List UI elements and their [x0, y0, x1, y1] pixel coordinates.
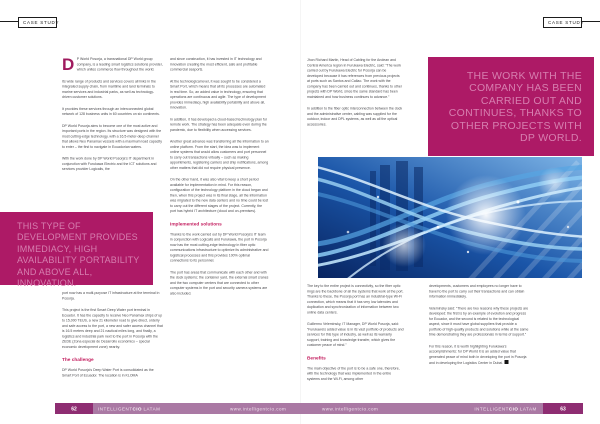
body-paragraph: Guillermo Veleminsky, IT Manager, DP World Posorja, said: “Furukawa's added value is in its vast portfolio of products and services for this type of industry, as well as its warranty support, training and knowledge transfer, which gives the customer peace of mind.” — [307, 322, 404, 347]
page-number: 63 — [560, 405, 566, 412]
body-paragraph: port now has a multi-purpose IT infrastructure at the terminal in Posorja. — [62, 291, 160, 301]
case-study-label: CASE STUDY — [548, 19, 585, 25]
case-study-tag-left — [18, 17, 60, 28]
body-paragraph: P World Posorja, a transnational DP World group company, is a leading smart logistics solutions provider, which unites commerce flow throughout the world. — [76, 57, 163, 72]
brand-suffix: LATAM — [520, 406, 537, 411]
pull-quote-left: THIS TYPE OF DEVELOPMENT PROVIDES IMMEDIACY, HIGH AVAILABILITY PORTABILITY AND ABOVE ALL, INNOVATION. — [0, 212, 153, 285]
body-paragraph: At the technological level, it was sought to be considered a Smart Port, which means that all its processes are automated in real time. So, an added value in technology, ensuring that operations are continuous and agile. The type of development provides immediacy, high availability portability and above all, innovation. — [170, 79, 266, 110]
end-of-article-icon — [505, 360, 509, 364]
body-paragraph: In addition to the fiber optic interconnection between the dock and the administrative center, cabling was supplied for the outdoor, indoor and DPL systems, as well as all the optical accessories. — [307, 107, 403, 127]
magazine-url: www.intelligentcio.com — [230, 406, 287, 411]
body-paragraph: Thanks to the work carried out by DP World Posorja's IT team in conjunction with Logicalis and Furukawa, the port in Posorja now has the most cutting-edge technology in fiber optic communications infrastructure to optimize its administrative and logistical processes and this provides 100% optimal connections to its personnel. — [170, 232, 269, 263]
page-seam — [300, 0, 301, 424]
magazine-url: www.intelligentcio.com — [322, 406, 379, 411]
footer-bar — [55, 403, 583, 414]
body-paragraph: Veleminsky said: “There are two reasons why these projects are developed: the first is by an example of evolution and progress for Ecuador, and the second is related to the technological aspect, since it must have global suppliers that provide a portfolio of high-quality products and solutions while at the same time demonstrating they are professionals in terms of support.” — [429, 306, 529, 337]
case-study-tag-right — [543, 17, 585, 28]
brand-prefix: INTELLIGENT — [98, 406, 133, 411]
brand-bold: CIO — [509, 406, 519, 411]
body-paragraph: This project is the first Smart Deep Water port terminal in Ecuador. It has the capacity to receive Neo Panamax ships of up to 15,000 TEUS, a new 21 kilometer road to give direct, orderly and safe access to the port, a new and safer access channel that is 16.5 meters deep and 21 nautical miles long, and finally, a logistics and industrial park next to the port in Posorja with the ZEDE (Zona especial de Desarrollo económico – special economic development zone) nearby. — [62, 308, 163, 349]
body-paragraph: DP World Posorja aims to become one of the most active and important ports in the region. Its structure was designed with the most cutting-edge technology, with a 16.5-meter-deep channel that allows Neo Panamax vessels with a maximum load capacity to enter – the first to navigate in Ecuadorian waters. — [62, 124, 162, 149]
page-number-box-right — [543, 403, 583, 414]
left-page-column-1-bottom — [62, 291, 163, 379]
body-paragraph: and since construction, it has invested in IT technology and innovation creating the most efficient, safe and profitable commercial seaports. — [170, 57, 262, 72]
section-heading-solutions: Implemented solutions — [170, 221, 222, 227]
brand-suffix: LATAM — [143, 406, 161, 411]
body-paragraph: In addition, it has developed a cloud-based technology plan for remote work. The strategy has been adequate even during the pandemic, due to flexibility when accessing services. — [170, 117, 268, 132]
left-page-column-2 — [170, 57, 269, 297]
body-paragraph: The port has areas that communicate with each other and with the dock systems; the container yard, the external smart cranes and the two computer centers that are connected to other computer systems in the port and security camera systems are also included. — [170, 270, 269, 296]
fiber-optic-cables-photo — [318, 157, 582, 278]
brand-prefix: INTELLIGENT — [474, 406, 510, 411]
body-paragraph: On the other hand, it was also vital to keep a short period available for implementation in mind. For this reason, configuration of the technology platform in the cloud began and then, when this project was in its final stage, all the information was migrated to the new data centers and no time could be lost to carry out the different stages of the project. Currently, the port has hybrid IT architecture (cloud and on-premises). — [170, 178, 269, 213]
body-paragraph: The main objective of the port is to be a safe one, therefore, with the technology that was implemented in the entire systems and the Wi-Fi, among other — [307, 366, 400, 381]
body-paragraph: Its wide range of products and services covers all links in the integrated supply chain, from maritime and land terminals to marine services and industrial parks, as well as technology-driven customer solutions. — [62, 79, 156, 99]
body-paragraph: Another great advance was transferring all the information to an online platform. From the start, the idea was to implement online systems that would allow customers and port personnel to carry out transactions virtually – such as making appointments, registering carriers and ship notifications, among other matters that did not require physical presence. — [170, 140, 269, 170]
magazine-brand — [98, 406, 160, 411]
tag-rule-left — [0, 21, 18, 22]
magazine-brand — [475, 406, 537, 411]
body-paragraph: Jhon Richard Martin, Head of Cabling for the Andean and Central America region in Furukawa Electric, said: “The work carried out by Furukawa Electric for Posorja can be developed because it has references from previous projects at ports such as Santos and Callao. The work with the company has been carried out and continues, thanks to other projects with DP World, since the same standard has been maintained and how business continues to advance.” — [307, 58, 402, 99]
section-heading-challenge: The challenge — [62, 357, 94, 363]
body-paragraph — [429, 344, 529, 366]
body-paragraph: developments, customers and employees no longer have to travel to the port to carry out their transactions and can obtain information immediately. — [429, 284, 525, 299]
left-page-column-1-top — [62, 57, 163, 172]
body-paragraph: The key to the entire project is connectivity, so the fiber optic rings are the backbone of all the systems that work at the port. Thanks to these, the Posorja port has an industrial-type Wi-Fi connection, which means that it has very low latencies and duplication and synchronization of information between two online data centers. — [307, 284, 404, 315]
right-page-column-b — [429, 284, 529, 366]
body-paragraph: It provides these services through an interconnected global network of 128 business units in 60 countries on six continents. — [62, 107, 160, 116]
intro-paragraph — [62, 57, 163, 73]
case-study-label: CASE STUDY — [23, 19, 60, 25]
right-page-column-a — [307, 284, 405, 382]
page-number: 62 — [71, 405, 77, 412]
pull-quote-right: THE WORK WITH THE COMPANY HAS BEEN CARRIED OUT AND CONTINUES, THANKS TO OTHER PROJECTS WITH DP WORLD. — [428, 57, 594, 156]
page-number-box-left — [55, 403, 93, 414]
body-paragraph: For this reason, it is worth highlighting Furukawa's accomplishments: for DP World it is an added value that generated peace of mind both in developing the port in Posorja and in developing the Logistics Center in Dubai. — [429, 344, 527, 365]
body-paragraph: With the work done by DP World Posorja's IT department in conjunction with Furukawa Electric and the ICT solutions and services provider Logicalis, the — [62, 157, 157, 171]
tag-rule-right — [582, 21, 600, 22]
body-paragraph: DP World Posorja's Deep Water Port is consolidated as the Smart Port of Ecuador. The location is in KLOMA — [62, 368, 154, 378]
drop-cap: D — [62, 55, 75, 74]
section-heading-benefits: Benefits — [307, 355, 326, 361]
brand-bold: CIO — [132, 406, 143, 411]
right-page-column-1 — [307, 58, 403, 128]
